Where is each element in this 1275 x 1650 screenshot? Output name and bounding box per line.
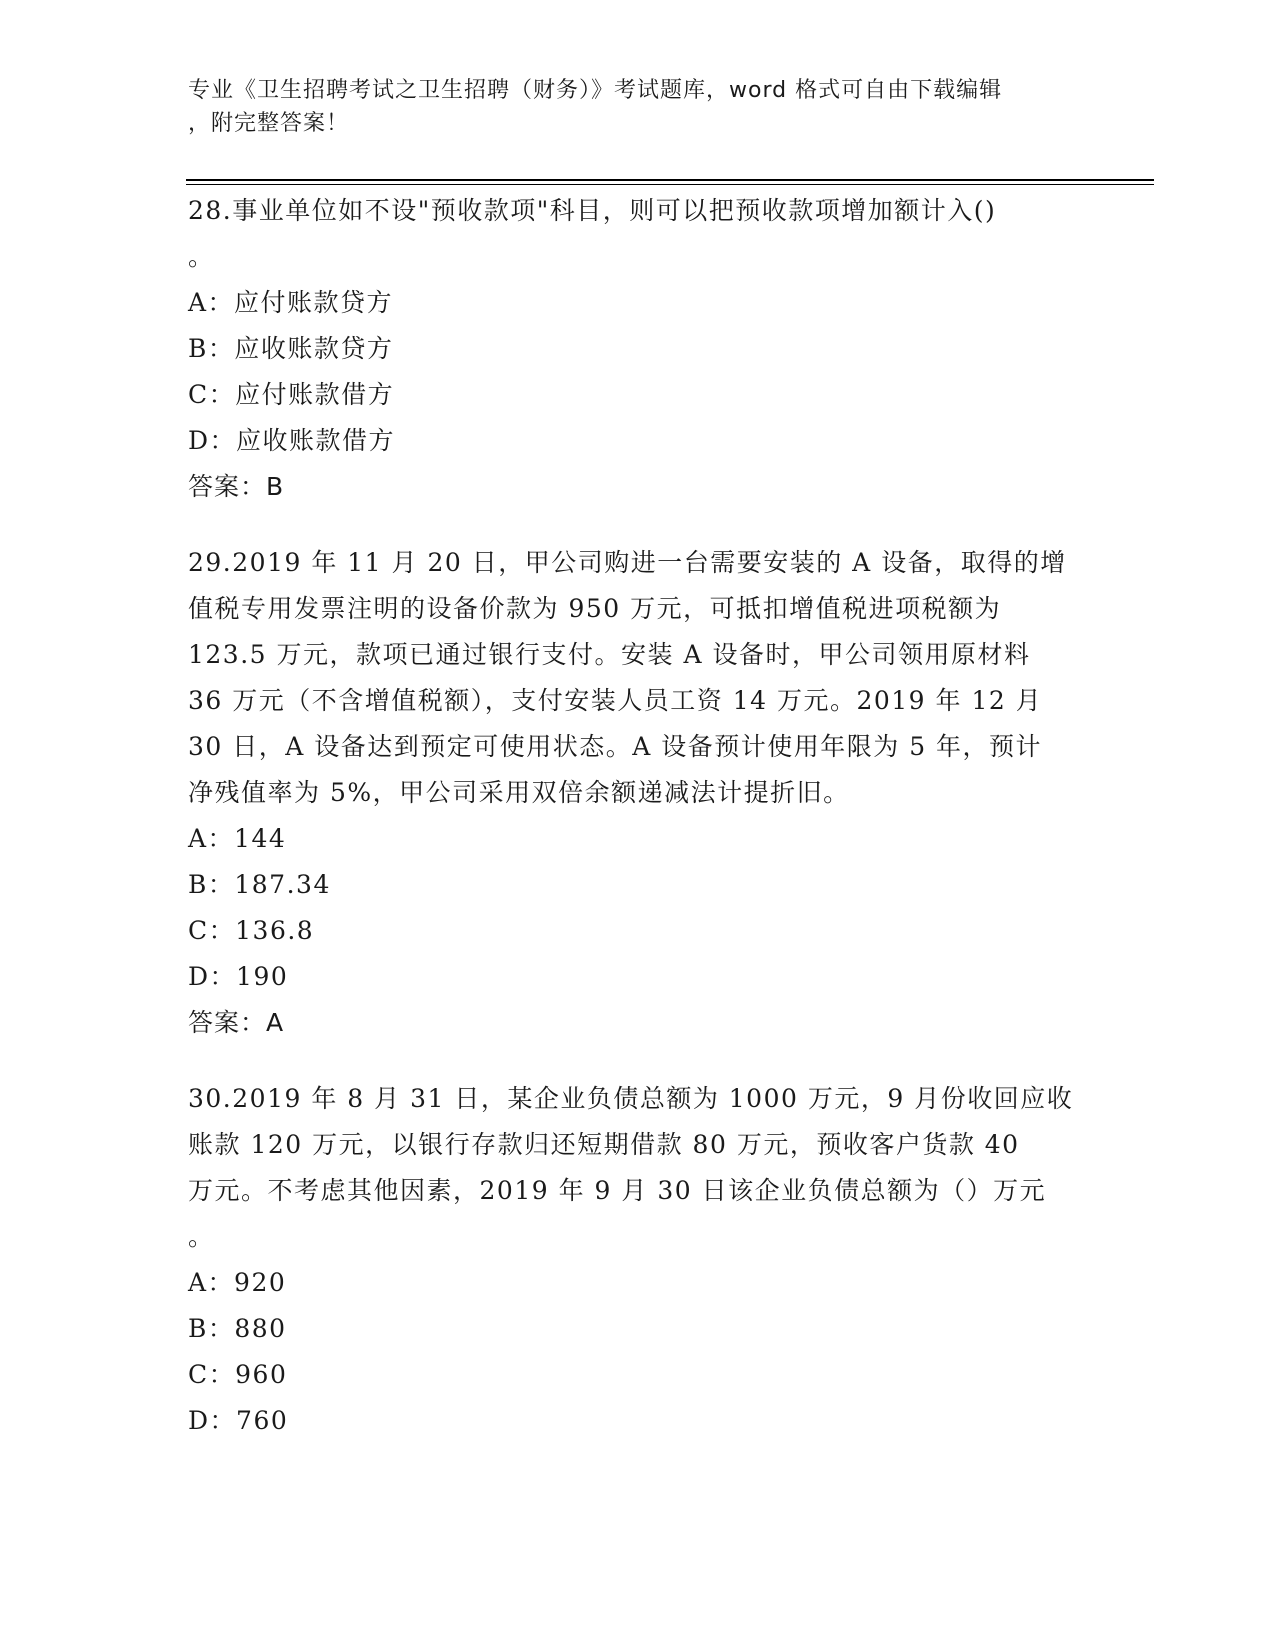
stem-line: 。 [188,242,215,271]
stem-line: 净残值率为 5%，甲公司采用双倍余额递减法计提折旧。 [188,778,850,807]
question-stem [188,1076,1088,1260]
option-a: A：144 [188,824,287,853]
stem-line: 30.2019 年 8 月 31 日，某企业负债总额为 1000 万元，9 月份收回应收 [188,1084,1074,1113]
header-divider-thick [186,179,1154,181]
option-b: B：880 [188,1314,287,1343]
document-header [188,74,1088,140]
stem-line: 30 日，A 设备达到预定可使用状态。A 设备预计使用年限为 5 年，预计 [188,732,1043,761]
question-29 [188,540,1088,1046]
stem-line: 36 万元（不含增值税额），支付安装人员工资 14 万元。2019 年 12 月 [188,686,1043,715]
stem-line: 123.5 万元，款项已通过银行支付。安装 A 设备时，甲公司领用原材料 [188,640,1031,669]
option-d: D：190 [188,962,289,991]
option-c: C：136.8 [188,916,315,945]
option-a: A：920 [188,1268,287,1297]
answer-label: 答案：B [188,472,285,501]
option-c: C：960 [188,1360,288,1389]
option-b: B：应收账款贷方 [188,334,394,363]
question-stem [188,540,1088,816]
answer-label: 答案：A [188,1008,285,1037]
header-divider-thin [186,184,1154,185]
option-d: D：应收账款借方 [188,426,396,455]
header-line-2: ，附完整答案！ [188,111,350,136]
header-line-1: 专业《卫生招聘考试之卫生招聘（财务）》考试题库，word 格式可自由下载编辑 [188,78,1003,103]
stem-line: 万元。不考虑其他因素，2019 年 9 月 30 日该企业负债总额为（）万元 [188,1176,1047,1205]
stem-line: 。 [188,1222,215,1251]
stem-line: 29.2019 年 11 月 20 日，甲公司购进一台需要安装的 A 设备，取得的增 [188,548,1067,577]
question-28 [188,188,1088,510]
option-c: C：应付账款借方 [188,380,395,409]
option-d: D：760 [188,1406,289,1435]
stem-line: 账款 120 万元，以银行存款归还短期借款 80 万元，预收客户货款 40 [188,1130,1020,1159]
stem-line: 28.事业单位如不设"预收款项"科目，则可以把预收款项增加额计入() [188,196,997,225]
question-list [188,188,1088,1474]
option-a: A：应付账款贷方 [188,288,394,317]
question-stem [188,188,1088,280]
option-b: B：187.34 [188,870,331,899]
stem-line: 值税专用发票注明的设备价款为 950 万元，可抵扣增值税进项税额为 [188,594,1002,623]
question-30 [188,1076,1088,1444]
